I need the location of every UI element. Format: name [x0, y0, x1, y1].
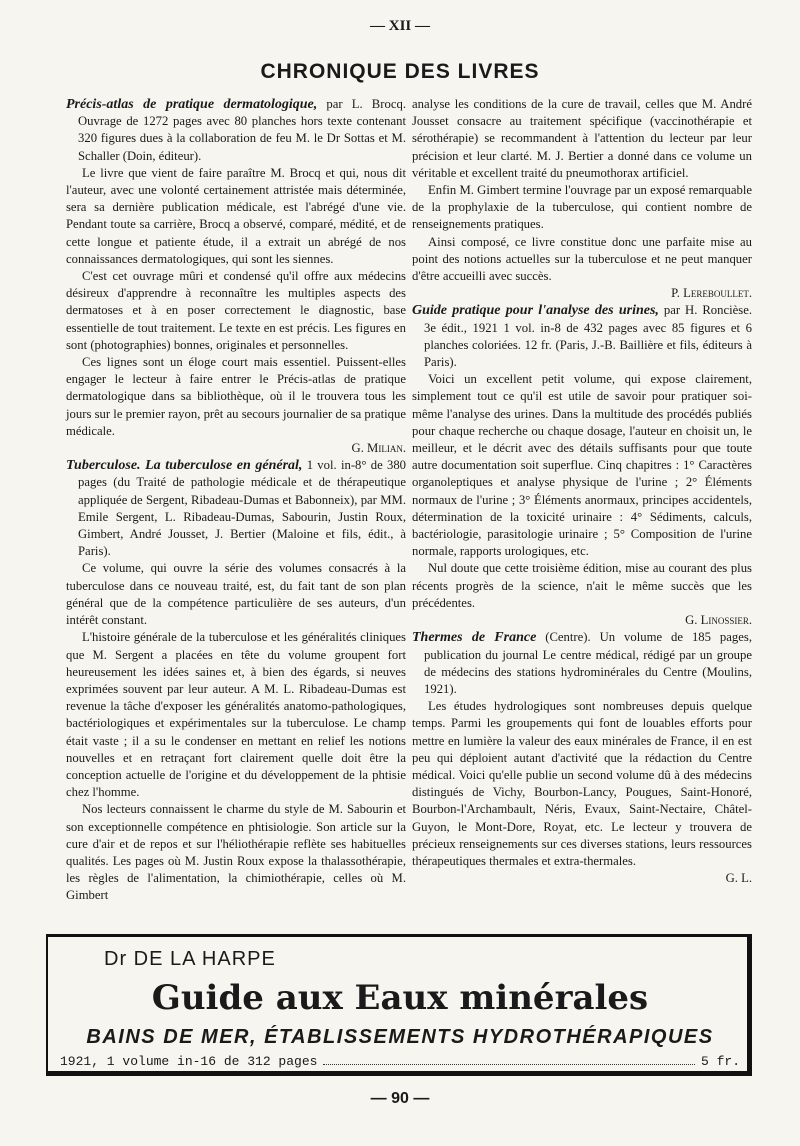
review-paragraph: Les études hydrologiques sont nombreuses depuis quelque temps. Parmi les groupements qui font de louables efforts pour mettre en lumière la valeur des eaux minérales de France, il en est peu qui déploient autant d'activité que la rédaction du Centre médical. Voici qu'elle publie un second volume dû à des médecins distingués de Vichy, Bourbon-Lancy, Pougues, Saint-Honoré, Bourbon-l'Archambault, Néris, Evaux, Saint-Nectaire, Châtel-Guyon, le Mont-Dore, Royat, etc. Le lecteur y trouvera de précieux renseignements sur ces diverses stations, leurs ressources thérapeutiques thermales et extra-thermales. — [412, 699, 752, 868]
book-title: Tuberculose. La tuberculose en général, — [66, 458, 303, 474]
book-entry-thermes — [412, 629, 752, 698]
book-entry-dermatology — [66, 96, 406, 165]
review-paragraph: L'histoire générale de la tuberculose et les généralités cliniques que M. Sergent a placées en tête du volume groupent fort heureusement les idées saines et, à bien des égards, si neuves exprimées souvent par leur auteur. A M. L. Ribadeau-Dumas est revenue la tâche d'exposer les généralités anatomo-pathologiques, bactériologiques et expérimentales sur la tuberculose. Le champ était vaste ; il a su le condenser en mettant en relief les notions nouvelles et en retraçant fort clairement quelle doit être la conception actuelle de l'origine et du développement de la phtisie chez l'homme. — [66, 630, 406, 800]
review-signature: G. Milian. — [351, 441, 406, 456]
review-paragraph: analyse les conditions de la cure de travail, celles que M. André Jousset consacre au traitement spécifique (vaccinothérapie et sérothérapie) se recommandent à l'attention du lecteur par leur précision et leur clarté. M. J. Bertier a donné dans ce volume un véritable et excellent traité du pneumothorax artificiel. — [412, 97, 752, 180]
book-reference: 1 vol. in-8° de 380 pages (du Traité de pathologie médicale et de thérapeutique appliquée de Sergent, Ribadeau-Dumas et Babonneix), par MM. Emile Sergent, L. Ribadeau-Dumas, Sabourin, Justin Roux, Gimbert, André Jousset, J. Bertier (Maloine et fils, édit., à Paris). — [78, 458, 407, 559]
review-paragraph: Le livre que vient de faire paraître M. Brocq et qui, nous dit l'auteur, avec une volonté certainement attristée mais déterminée, sera sa dernière publication médicale, est l'abrégé d'une vie. Pendant toute sa carrière, Brocq a observé, comparé, médité, et de cette longue et patiente étude, il a extrait un abrégé de nos connaissances dermatologiques, qui sont les siennes. — [66, 165, 406, 266]
review-paragraph: C'est cet ouvrage mûri et condensé qu'il offre aux médecins désireux d'apprendre à reconnaître les multiples aspects des dermatoses et à en poser correctement le diagnostic, base essentielle de tout traitement. Le texte en est précis. Les figures en sont (photographies) bonnes, originales et personnelles. — [66, 269, 406, 352]
review-paragraph: Ce volume, qui ouvre la série des volumes consacrés à la tuberculose dans ce nouveau traité, est, du fait tant de son plan général que de la compétence particulière de ses auteurs, d'un intérêt constant. — [66, 561, 406, 628]
page-number-bottom: — 90 — — [370, 1090, 430, 1107]
ad-price: 5 fr. — [700, 1054, 740, 1069]
ad-author: Dr DE LA HARPE — [104, 948, 276, 970]
book-entry-tuberculosis — [66, 457, 406, 560]
review-signature: G. L. — [725, 871, 752, 886]
review-paragraph: Voici un excellent petit volume, qui expose clairement, simplement tout ce qu'il est utile de savoir pour pratiquer soi-même l'analyse des urines. Dans la multitude des procédés publiés pour chaque recherche ou chaque dosage, l'auteur en choisit un, le meilleur, et le décrit avec des détails suffisants pour que toute autre documentation soit superflue. Cinq chapitres : 1° Caractères organoleptiques et analyse physique de l'urine ; 2° Éléments normaux de l'urine ; 3° Éléments anormaux, principes accidentels, détermination de la toxicité urinaire : 4° Sédiments, calculs, bactériologie, parasitologie urinaire ; 5° Composition de l'urine normale, rapports urologiques, etc. — [412, 372, 752, 559]
ad-title: Guide aux Eaux minérales — [151, 978, 649, 1018]
review-signature: P. Lereboullet. — [671, 286, 752, 301]
right-column — [412, 96, 752, 887]
ad-details-line — [60, 1054, 740, 1069]
book-reference: par L. Brocq. Ouvrage de 1272 pages avec 80 planches hors texte contenant 320 figures dues à la collaboration de feu M. le Dr Sottas et M. Schaller (Doin, éditeur). — [78, 97, 406, 163]
review-signature: G. Linossier. — [685, 613, 752, 628]
dotted-leader — [323, 1054, 695, 1065]
review-paragraph: Ces lignes sont un éloge court mais essentiel. Puissent-elles engager le lecteur à faire entrer le Précis-atlas de pratique dermatologique dans sa bibliothèque, où il le trouvera tous les jours sur le premier rayon, prêt au secours journalier de sa pratique médicale. — [66, 355, 406, 438]
left-column — [66, 96, 406, 905]
book-entry-urine-analysis — [412, 302, 752, 371]
review-paragraph: Nos lecteurs connaissent le charme du style de M. Sabourin et son exceptionnelle compétence en phtisiologie. Son article sur la cure d'air et de repos et sur l'héliothérapie reflète ses habituelles qualités. Les pages où M. Justin Roux expose la thalassothérapie, les règles de l'alimentation, la chimiothérapie, celles où M. Gimbert — [66, 802, 406, 903]
ad-details: 1921, 1 volume in-16 de 312 pages — [60, 1054, 318, 1069]
book-reference: (Centre). Un volume de 185 pages, publication du journal Le centre médical, rédigé par un groupe de médecins des stations hydrominérales du Centre (Moulins, 1921). — [424, 630, 752, 696]
book-title: Guide pratique pour l'analyse des urines, — [412, 303, 659, 319]
review-paragraph: Ainsi composé, ce livre constitue donc une parfaite mise au point des notions actuelles sur la tuberculose et ne peut manquer d'être accueilli avec succès. — [412, 234, 752, 284]
page-number-top: — XII — — [369, 18, 430, 34]
book-title: Thermes de France — [412, 630, 537, 646]
review-paragraph: Enfin M. Gimbert termine l'ouvrage par un exposé remarquable de la prophylaxie de la tuberculose, qui contient nombre de renseignements pratiques. — [412, 183, 752, 232]
book-title: Précis-atlas de pratique dermatologique, — [66, 97, 318, 112]
book-reference: par H. Roncièse. 3e édit., 1921 1 vol. in-8 de 432 pages avec 85 figures et 6 planches coloriées. 12 fr. (Paris, J.-B. Baillière et fils, éditeurs à Paris). — [424, 303, 753, 370]
section-title: CHRONIQUE DES LIVRES — [260, 60, 540, 83]
review-paragraph: Nul doute que cette troisième édition, mise au courant des plus récents progrès de la science, n'ait le même succès que les précédentes. — [412, 561, 752, 610]
ad-subtitle: BAINS DE MER, ÉTABLISSEMENTS HYDROTHÉRAPIQUES — [86, 1026, 714, 1048]
